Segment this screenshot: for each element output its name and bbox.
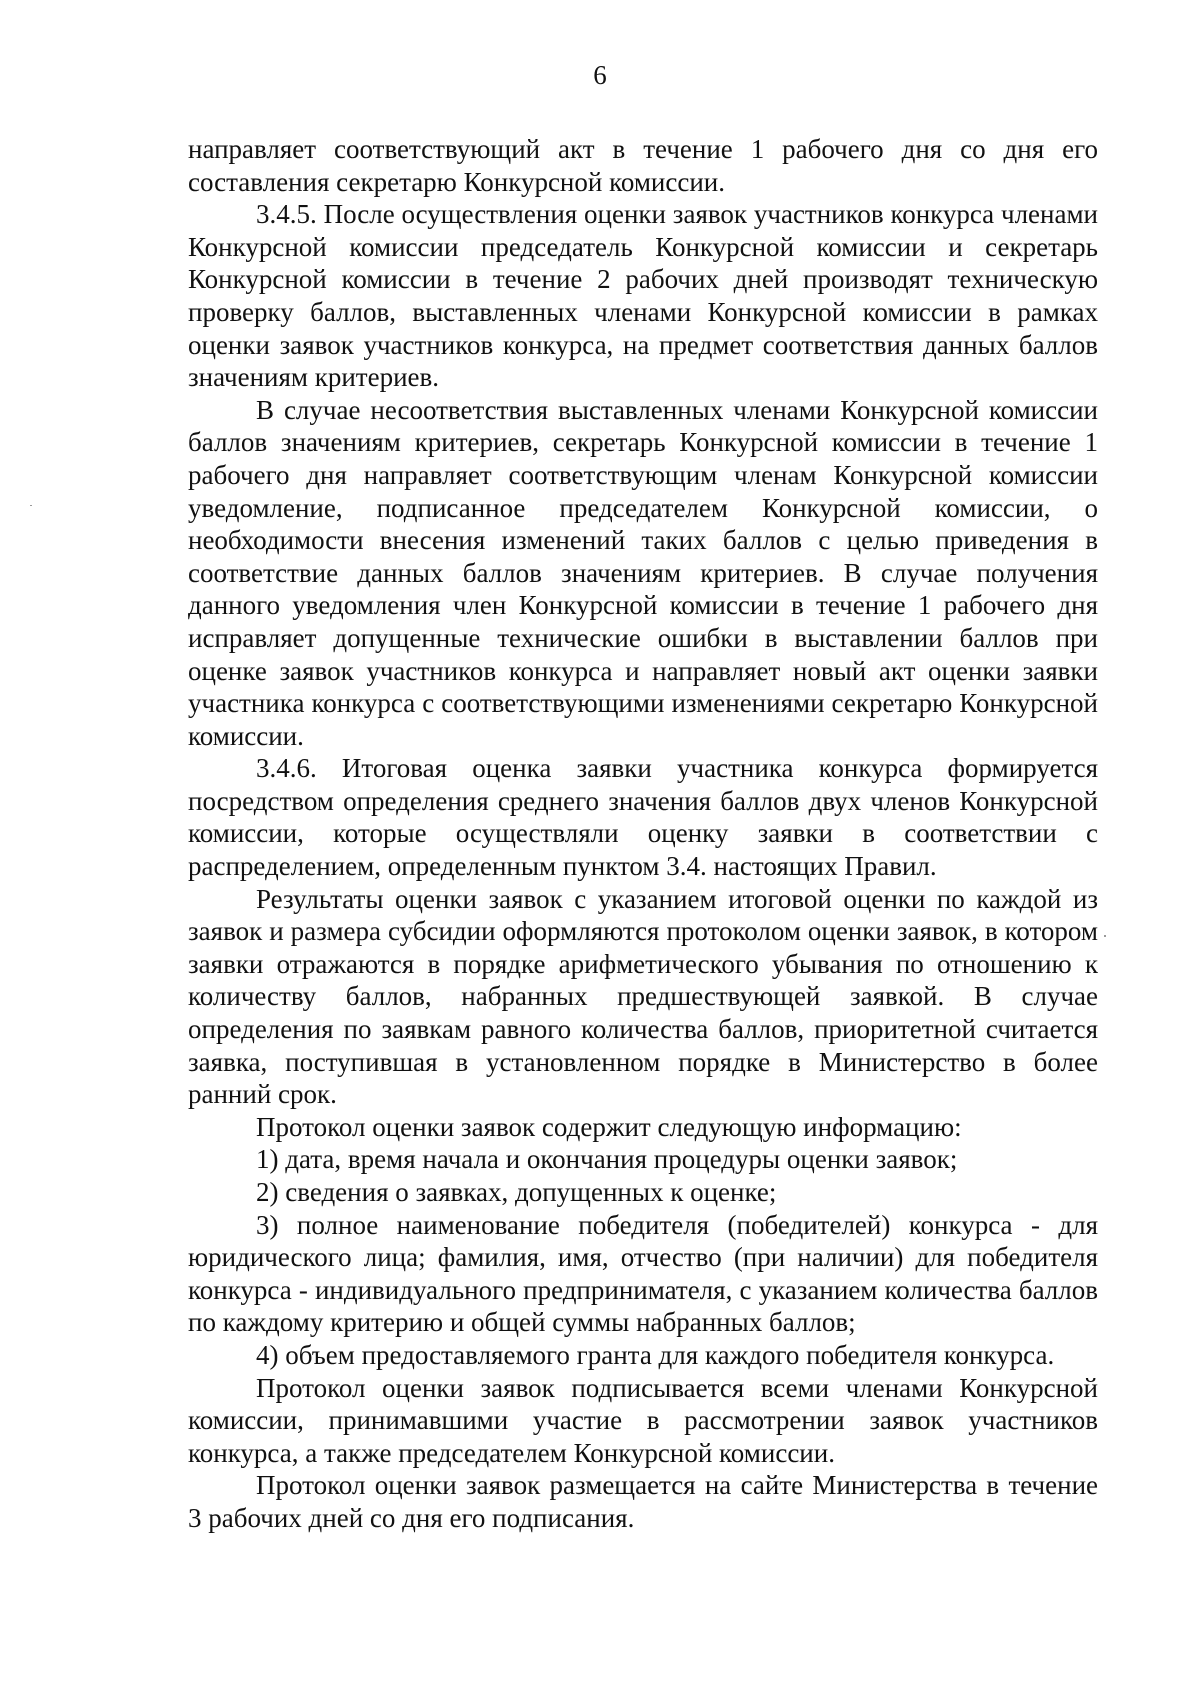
- list-item-1: 1) дата, время начала и окончания процедуры оценки заявок;: [256, 1144, 958, 1175]
- paragraph-3-4-6: 3.4.6. Итоговая оценка заявки участника конкурса формируется посредством определения среднего значения баллов двух членов Конкурсной комиссии, которые осуществляли оценку заявки в соответствии с распределением, определенным пунктом 3.4. настоящих Правил.: [188, 753, 1098, 882]
- paragraph-3-4-5: 3.4.5. После осуществления оценки заявок участников конкурса членами Конкурсной комиссии председатель Конкурсной комиссии и секретарь Конкурсной комиссии в течение 2 рабочих дней производят техническую проверку баллов, выставленных членами Конкурсной комиссии в рамках оценки заявок участников конкурса, на предмет соответствия данных баллов значениям критериев.: [188, 199, 1098, 393]
- scan-dust-mark: [30, 505, 32, 506]
- list-item-2: 2) сведения о заявках, допущенных к оценке;: [256, 1177, 777, 1207]
- paragraph-evaluation-results: Результаты оценки заявок с указанием итоговой оценки по каждой из заявок и размера субсидии оформляются протоколом оценки заявок, в котором заявки отражаются в порядке арифметического убывания по отношению к количеству баллов, набранных предшествующей заявкой. В случае определения по заявкам равного количества баллов, приоритетной считается заявка, поступившая в установленном порядке в Министерство в более ранний срок.: [188, 883, 1098, 1110]
- document-body: [188, 133, 1098, 1535]
- list-item-3: 3) полное наименование победителя (победителей) конкурса - для юридического лица; фамилия, имя, отчество (при наличии) для победителя конкурса - индивидуального предпринимателя, с указанием количества баллов по каждому критерию и общей суммы набранных баллов;: [188, 1209, 1098, 1338]
- paragraph-continuation: направляет соответствующий акт в течение 1 рабочего дня со дня его составления секретарю Конкурсной комиссии.: [188, 134, 1098, 197]
- page-number: 6: [593, 60, 607, 90]
- paragraph-criteria-mismatch: В случае несоответствия выставленных членами Конкурсной комиссии баллов значениям критериев, секретарь Конкурсной комиссии в течение 1 рабочего дня направляет соответствующим членам Конкурсной комиссии уведомление, подписанное председателем Конкурсной комиссии, о необходимости внесения изменений таких баллов с целью приведения в соответствие данных баллов значениям критериев. В случае получения данного уведомления член Конкурсной комиссии в течение 1 рабочего дня исправляет допущенные технические ошибки в выставлении баллов при оценке заявок участников конкурса и направляет новый акт оценки заявки участника конкурса с соответствующими изменениями секретарю Конкурсной комиссии.: [188, 394, 1098, 751]
- paragraph-protocol-signing: Протокол оценки заявок подписывается всеми членами Конкурсной комиссии, принимавшими участие в рассмотрении заявок участников конкурса, а также председателем Конкурсной комиссии.: [188, 1372, 1098, 1468]
- list-item-4: 4) объем предоставляемого гранта для каждого победителя конкурса.: [256, 1339, 1055, 1370]
- paragraph-protocol-publication: Протокол оценки заявок размещается на сайте Министерства в течение 3 рабочих дней со дня его подписания.: [188, 1470, 1098, 1533]
- scan-dust-mark: [1104, 935, 1106, 937]
- paragraph-protocol-contents: Протокол оценки заявок содержит следующую информацию:: [256, 1111, 962, 1142]
